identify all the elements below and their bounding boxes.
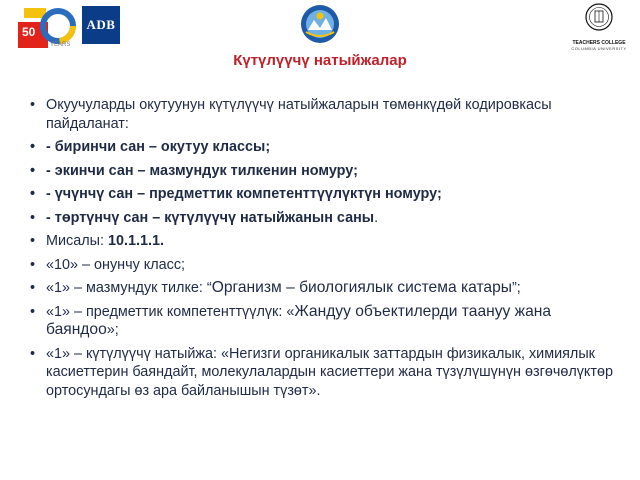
teachers-college-subtitle: COLUMBIA UNIVERSITY <box>571 46 627 51</box>
list-item-third-number <box>28 185 620 204</box>
logo-bar <box>0 0 640 56</box>
list-item-text: - экинчи сан – мазмундук тилкенин номуру; <box>46 162 358 179</box>
page-title: Күтүлүүчү натыйжалар <box>233 52 407 69</box>
anniversary-caption: YEARS <box>50 42 71 48</box>
example-code: 10.1.1.1. <box>107 233 164 249</box>
list-item-class <box>28 256 620 275</box>
list-item-second-number <box>28 162 620 181</box>
list-item-prefix: «1» – предметтик компетенттүүлүк: « <box>46 303 295 320</box>
list-item-quote: Организм – биологиялык система катары <box>211 279 512 296</box>
list-item-quote: Жандуу объектилерди таануу жана баяндоо <box>46 302 552 338</box>
teachers-college-logo <box>564 2 634 54</box>
list-item-rest-text: . <box>374 209 379 226</box>
anniversary-number: 50 <box>22 25 36 39</box>
kyrgyz-emblem-icon <box>300 4 340 44</box>
list-item-text: - үчүнчү сан – предметтик компетенттүүлүктүн номуру; <box>46 186 442 202</box>
list-item-suffix: »; <box>106 322 119 338</box>
list-item-competence <box>28 303 620 340</box>
list-item-text: «1» – күтүлүүчү натыйжа: «Негизги органикалык заттардын физикалык, химиялык касиеттерин баяндайт, молекулалардын касиеттери жана түзүлүшүнүн өзгөчөлүктөр ортосундагы өз ара байланышын түзөт». <box>46 345 613 399</box>
list-item-bold-text: - төртүнчү сан – күтүлүүчү натыйжанын саны <box>46 209 375 226</box>
fifty-years-logo <box>18 6 76 48</box>
list-item-intro <box>28 96 620 133</box>
list-item-expected-result <box>28 345 620 401</box>
list-item-text: Окуучуларды окутуунун күтүлүүчү натыйжаларын төмөнкүдөй кодировкасы пайдаланат: <box>46 97 552 132</box>
list-item-prefix: Мисалы: <box>46 233 108 249</box>
list-item-text: «10» – онунчу класс; <box>46 256 186 273</box>
adb-logo <box>82 6 120 44</box>
list-item-fourth-number <box>28 209 620 228</box>
bullet-list <box>28 96 620 405</box>
teachers-college-name: TEACHERS COLLEGE <box>572 40 626 46</box>
list-item-suffix: ”; <box>511 280 521 296</box>
list-item-first-number <box>28 138 620 157</box>
list-item-prefix: «1» – мазмундук тилке: “ <box>46 280 212 296</box>
list-item-content-strand <box>28 279 620 298</box>
teachers-college-seal-icon <box>585 2 613 34</box>
list-item-text: - биринчи сан – окутуу классы; <box>46 139 271 155</box>
list-item-example <box>28 232 620 251</box>
adb-logo-text: ADB <box>86 17 116 32</box>
